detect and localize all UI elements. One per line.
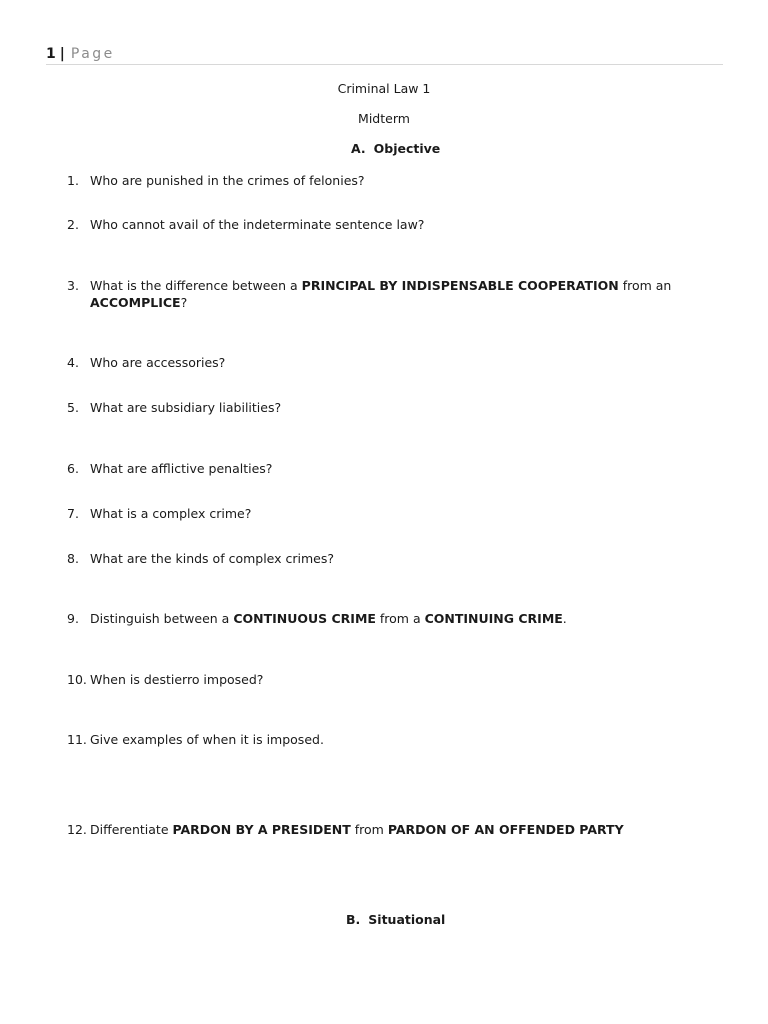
- header-separator: |: [59, 46, 65, 62]
- term-pardon-president: PARDON BY A PRESIDENT: [172, 822, 351, 837]
- question-text: Who cannot avail of the indeterminate sentence law?: [90, 217, 425, 232]
- question-text: Distinguish between a CONTINUOUS CRIME from a CONTINUING CRIME.: [90, 611, 567, 626]
- question-item: [67, 731, 687, 748]
- page-word: Page: [70, 46, 115, 62]
- section-a-title: Objective: [373, 141, 441, 156]
- section-b-letter: B.: [346, 912, 361, 927]
- document-title: Criminal Law 1: [337, 81, 431, 96]
- question-item: [67, 277, 687, 311]
- question-number: 3.: [67, 278, 79, 293]
- question-item: [67, 172, 687, 189]
- term-principal: PRINCIPAL BY INDISPENSABLE COOPERATION: [301, 278, 619, 293]
- page-header: [46, 44, 723, 65]
- question-item: [67, 550, 687, 567]
- document-subtitle: Midterm: [358, 111, 410, 126]
- question-number: 12.: [67, 822, 87, 837]
- question-item: [67, 821, 687, 838]
- question-number: 2.: [67, 217, 79, 232]
- question-item: [67, 671, 687, 688]
- question-number: 10.: [67, 672, 87, 687]
- question-text: Give examples of when it is imposed.: [90, 732, 324, 747]
- question-number: 5.: [67, 400, 79, 415]
- question-item: [67, 505, 687, 522]
- question-item: [67, 399, 687, 416]
- term-pardon-offended-party: PARDON OF AN OFFENDED PARTY: [387, 822, 624, 837]
- question-text: Who are punished in the crimes of felonies?: [90, 173, 365, 188]
- term-accomplice: ACCOMPLICE: [90, 295, 181, 310]
- question-text: What is the difference between a PRINCIPAL BY INDISPENSABLE COOPERATION from an ACCOMPLICE?: [90, 278, 672, 310]
- question-item: [67, 460, 687, 477]
- question-number: 11.: [67, 732, 87, 747]
- question-number: 9.: [67, 611, 79, 626]
- term-continuous-crime: CONTINUOUS CRIME: [233, 611, 376, 626]
- question-text: What are afflictive penalties?: [90, 461, 273, 476]
- section-b-title: Situational: [368, 912, 446, 927]
- question-number: 7.: [67, 506, 79, 521]
- question-item: [67, 354, 687, 371]
- question-text: Differentiate PARDON BY A PRESIDENT from PARDON OF AN OFFENDED PARTY: [90, 822, 624, 837]
- question-text: What is a complex crime?: [90, 506, 252, 521]
- section-a-letter: A.: [351, 141, 366, 156]
- page-number: 1: [46, 46, 56, 62]
- question-item: [67, 216, 687, 233]
- question-number: 1.: [67, 173, 79, 188]
- question-text: What are the kinds of complex crimes?: [90, 551, 335, 566]
- question-number: 4.: [67, 355, 79, 370]
- question-text: What are subsidiary liabilities?: [90, 400, 282, 415]
- question-text: Who are accessories?: [90, 355, 226, 370]
- question-number: 8.: [67, 551, 79, 566]
- section-b-heading: [346, 912, 445, 928]
- term-continuing-crime: CONTINUING CRIME: [424, 611, 563, 626]
- question-text: When is destierro imposed?: [90, 672, 264, 687]
- question-item: [67, 610, 687, 627]
- question-number: 6.: [67, 461, 79, 476]
- section-a-heading: [351, 141, 440, 157]
